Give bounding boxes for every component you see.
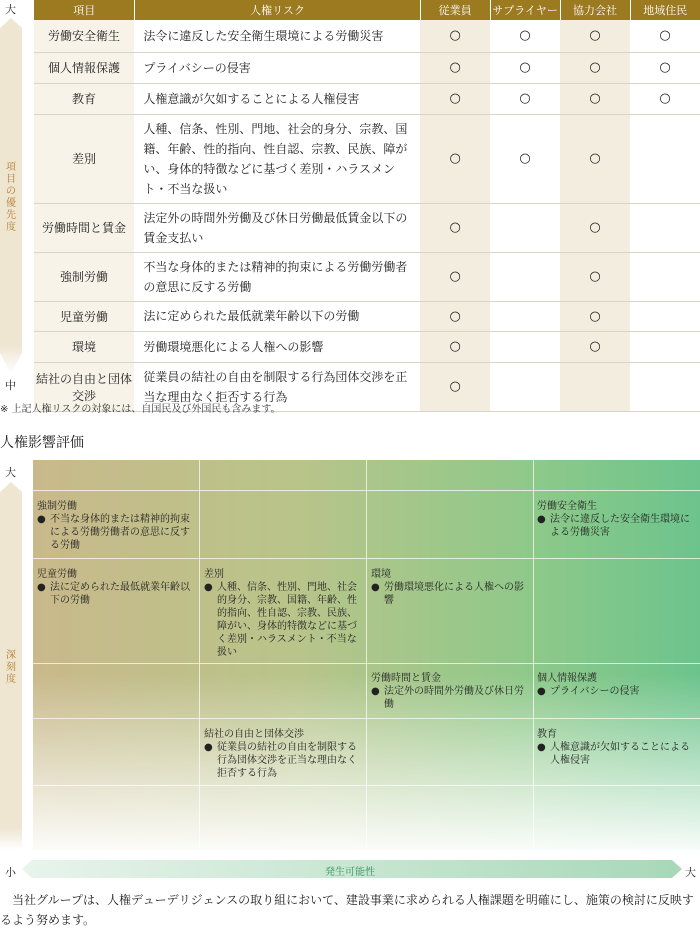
row-risk: 法定外の時間外労働及び休日労働最低賃金以下の賃金支払い	[135, 203, 420, 252]
grid-line	[366, 460, 367, 850]
matrix-cell-privacy	[537, 672, 697, 698]
mark-suppliers: ○	[490, 83, 560, 114]
row-risk: 人権意識が欠如することによる人権侵害	[135, 83, 420, 114]
mark-residents	[630, 114, 700, 203]
mark-partners: ○	[560, 83, 630, 114]
bullet-icon: ●	[37, 582, 46, 593]
cell-text: 人権意識が欠如することによる人権侵害	[550, 742, 690, 766]
header-item: 項目	[34, 0, 135, 20]
mark-residents	[630, 362, 700, 411]
table-row	[34, 52, 700, 83]
bullet-icon: ●	[37, 514, 46, 525]
mark-suppliers	[490, 362, 560, 411]
table-row	[34, 301, 700, 331]
cell-text: 法に定められた最低就業年齢以下の労働	[50, 582, 190, 606]
severity-low-label: 小	[5, 866, 16, 879]
bullet-icon: ●	[204, 742, 213, 753]
cell-text: プライバシーの侵害	[550, 686, 640, 697]
row-item: 個人情報保護	[34, 52, 135, 83]
cell-title: 強制労働	[37, 501, 77, 512]
cell-text: 法令に違反した安全衛生環境による労働災害	[550, 514, 690, 538]
grid-line	[33, 718, 700, 719]
footer-paragraph: 当社グループは、人権デューデリジェンスの取り組において、建設事業に求められる人権課題を明確にし、施策の検討に反映するよう努めます。	[0, 893, 694, 927]
row-item: 労働安全衛生	[34, 20, 135, 52]
mark-partners: ○	[560, 331, 630, 362]
row-item: 結社の自由と団体交渉	[34, 362, 135, 411]
mark-suppliers: ○	[490, 20, 560, 52]
row-item: 教育	[34, 83, 135, 114]
cell-title: 個人情報保護	[537, 673, 597, 684]
mark-partners: ○	[560, 203, 630, 252]
mark-partners: ○	[560, 52, 630, 83]
grid-line	[33, 558, 700, 559]
priority-low-label: 中	[5, 379, 16, 392]
row-risk: 人種、信条、性別、門地、社会的身分、宗教、国籍、年齢、性的指向、性自認、宗教、民族、障がい、身体的特徴などに基づく差別・ハラスメント・不当な扱い	[135, 114, 420, 203]
mark-partners: ○	[560, 301, 630, 331]
mark-residents	[630, 252, 700, 301]
header-risk: 人権リスク	[135, 0, 420, 20]
risk-table-section	[0, 0, 700, 404]
mark-partners: ○	[560, 20, 630, 52]
header-employees: 従業員	[420, 0, 490, 20]
grid-line	[33, 490, 700, 491]
row-risk: 法令に違反した安全衛生環境による労働災害	[135, 20, 420, 52]
table-row	[34, 203, 700, 252]
mark-residents	[630, 301, 700, 331]
table-row	[34, 331, 700, 362]
mark-suppliers	[490, 252, 560, 301]
bullet-icon: ●	[371, 686, 380, 697]
bullet-icon: ●	[371, 582, 380, 593]
matrix-cell-child-labor	[37, 568, 197, 607]
table-row	[34, 83, 700, 114]
row-item: 児童労働	[34, 301, 135, 331]
mark-employees: ○	[420, 52, 490, 83]
probability-high-label: 大	[685, 866, 696, 879]
cell-title: 教育	[537, 729, 557, 740]
severity-axis-label: 深刻度	[6, 650, 16, 685]
header-residents: 地域住民	[630, 0, 700, 20]
mark-employees: ○	[420, 114, 490, 203]
row-risk: プライバシーの侵害	[135, 52, 420, 83]
matrix-cell-education	[537, 728, 697, 767]
mark-suppliers	[490, 203, 560, 252]
mark-suppliers: ○	[490, 52, 560, 83]
cell-text: 不当な身体的または精神的拘束による労働労働者の意思に反する労働	[50, 514, 190, 551]
table-note: ※ 上記人権リスクの対象には、自国民及び外国民も含みます。	[0, 404, 281, 415]
mark-residents: ○	[630, 83, 700, 114]
bullet-icon: ●	[537, 514, 546, 525]
mark-residents: ○	[630, 52, 700, 83]
row-risk: 不当な身体的または精神的拘束による労働労働者の意思に反する労働	[135, 252, 420, 301]
mark-employees: ○	[420, 20, 490, 52]
bullet-icon: ●	[537, 686, 546, 697]
cell-title: 労働安全衛生	[537, 501, 597, 512]
bullet-icon: ●	[537, 742, 546, 753]
header-partners: 協力会社	[560, 0, 630, 20]
matrix-cell-environment	[371, 568, 531, 607]
impact-matrix	[33, 460, 700, 850]
table-row	[34, 252, 700, 301]
cell-text: 従業員の結社の自由を制限する行為団体交渉を正当な理由なく拒否する行為	[217, 742, 357, 779]
human-rights-risk-table	[33, 0, 700, 412]
severity-high-label: 大	[5, 466, 16, 479]
row-risk: 労働環境悪化による人権への影響	[135, 331, 420, 362]
matrix-cell-freedom-of-association	[204, 728, 364, 780]
matrix-cell-discrimination	[204, 568, 364, 659]
cell-title: 結社の自由と団体交渉	[204, 729, 304, 740]
table-header-row	[34, 0, 700, 20]
row-item: 労働時間と賃金	[34, 203, 135, 252]
header-suppliers: サプライヤー	[490, 0, 560, 20]
row-item: 環境	[34, 331, 135, 362]
cell-title: 環境	[371, 569, 391, 580]
matrix-cell-forced-labor	[37, 500, 197, 552]
matrix-cell-working-hours	[371, 672, 531, 711]
mark-employees: ○	[420, 203, 490, 252]
priority-high-label: 大	[5, 3, 16, 16]
mark-suppliers	[490, 331, 560, 362]
mark-employees: ○	[420, 331, 490, 362]
cell-title: 児童労働	[37, 569, 77, 580]
grid-line	[199, 460, 200, 850]
grid-line	[33, 663, 700, 664]
mark-suppliers: ○	[490, 114, 560, 203]
mark-partners	[560, 362, 630, 411]
table-row	[34, 20, 700, 52]
cell-text: 労働環境悪化による人権への影響	[384, 582, 524, 606]
grid-line	[533, 460, 534, 850]
grid-line	[33, 785, 700, 786]
table-row	[34, 114, 700, 203]
mark-residents: ○	[630, 20, 700, 52]
row-risk: 法に定められた最低就業年齢以下の労働	[135, 301, 420, 331]
row-item: 強制労働	[34, 252, 135, 301]
mark-residents	[630, 331, 700, 362]
mark-employees: ○	[420, 301, 490, 331]
cell-text: 人種、信条、性別、門地、社会的身分、宗教、国籍、年齢、性的指向、性自認、宗教、民族、障がい、身体的特徴などに基づく差別・ハラスメント・不当な扱い	[217, 582, 357, 658]
mark-employees: ○	[420, 83, 490, 114]
section-title: 人権影響評価	[0, 435, 84, 451]
mark-residents	[630, 203, 700, 252]
probability-axis-label: 発生可能性	[325, 867, 375, 878]
mark-partners: ○	[560, 252, 630, 301]
mark-employees: ○	[420, 362, 490, 411]
cell-title: 労働時間と賃金	[371, 673, 441, 684]
row-item: 差別	[34, 114, 135, 203]
mark-suppliers	[490, 301, 560, 331]
bullet-icon: ●	[204, 582, 213, 593]
mark-partners: ○	[560, 114, 630, 203]
matrix-cell-occupational-safety	[537, 500, 697, 539]
mark-employees: ○	[420, 252, 490, 301]
cell-title: 差別	[204, 569, 224, 580]
cell-text: 法定外の時間外労働及び休日労働	[384, 686, 524, 710]
priority-axis-label: 項目の優先度	[6, 162, 16, 233]
row-risk: 従業員の結社の自由を制限する行為団体交渉を正当な理由なく拒否する行為	[135, 362, 420, 411]
